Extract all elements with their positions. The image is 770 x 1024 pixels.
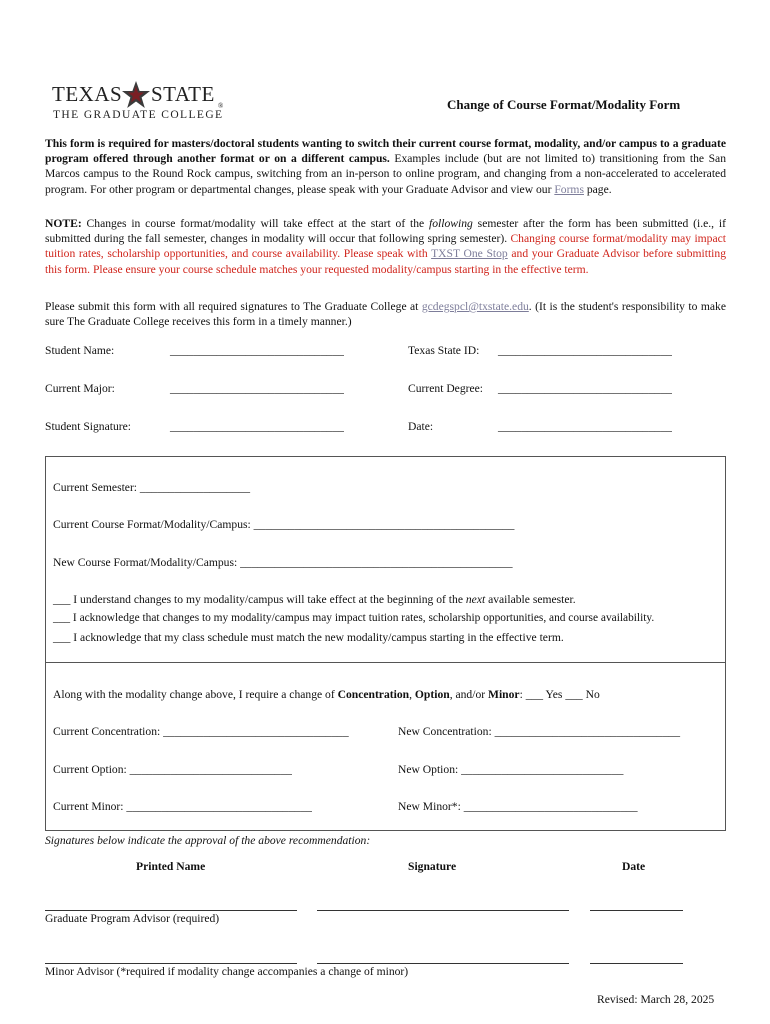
- current-semester-field[interactable]: Current Semester: ___________________: [53, 481, 251, 494]
- note-text-2: semester after the form has been submitted (i.e., if submitted during the fall semester, changes in modality will occur that following spring semester).: [45, 217, 726, 246]
- student-signature-blank[interactable]: ______________________________: [170, 420, 344, 433]
- concentration-change-question[interactable]: [53, 688, 600, 701]
- logo-subtitle: THE GRADUATE COLLEGE: [53, 109, 224, 121]
- texas-state-id-blank[interactable]: ______________________________: [498, 344, 672, 357]
- minor-advisor-signature-line[interactable]: [317, 963, 569, 964]
- q-comma: ,: [409, 688, 415, 701]
- new-format-field[interactable]: New Course Format/Modality/Campus: _______________________________________________: [53, 556, 513, 569]
- current-major-label: Current Major:: [45, 382, 115, 395]
- intro-paragraph: [45, 136, 726, 197]
- ack1-text-a: ___ I understand changes to my modality/campus will take effect at the beginning of the: [53, 593, 466, 606]
- registered-mark: ®: [218, 102, 224, 110]
- minor-advisor-date-line[interactable]: [590, 963, 683, 964]
- q-minor: Minor: [488, 688, 520, 701]
- texas-state-logo: [52, 82, 232, 124]
- intro-text: Examples include (but are not limited to) transitioning from the San Marcos campus to the Round Rock campus, switching from an in-person to online program, and changing from a non-accelerated to accelerated program. For other program or departmental changes, please speak with your Graduate Advisor and view our: [45, 152, 726, 196]
- current-degree-blank[interactable]: ______________________________: [498, 382, 672, 395]
- submit-paragraph: [45, 299, 726, 329]
- minor-advisor-label: Minor Advisor (*required if modality change accompanies a change of minor): [45, 965, 409, 978]
- current-major-blank[interactable]: ______________________________: [170, 382, 344, 395]
- date-label: Date:: [408, 420, 434, 433]
- acknowledgement-tuition[interactable]: ___ I acknowledge that changes to my modality/campus may impact tuition rates, scholarship opportunities, and course availability.: [53, 612, 655, 624]
- advisor-label: Graduate Program Advisor (required): [45, 912, 220, 925]
- intro-end: page.: [583, 182, 612, 196]
- acknowledgement-schedule[interactable]: ___ I acknowledge that my class schedule must match the new modality/campus starting in the effective term.: [53, 631, 564, 644]
- forms-link[interactable]: Forms: [554, 182, 584, 196]
- new-option-field[interactable]: New Option: ____________________________: [398, 763, 624, 776]
- signature-header: Signature: [408, 860, 457, 873]
- ack1-text-b: available semester.: [485, 593, 576, 606]
- submit-text-2: . (It is the student's responsibility to make sure The Graduate College receives this form in a timely manner.): [45, 300, 726, 329]
- submit-text-1: Please submit this form with all required signatures to The Graduate College at: [45, 300, 422, 313]
- current-concentration-field[interactable]: Current Concentration: ________________________________: [53, 725, 349, 738]
- note-italic: following: [429, 217, 473, 230]
- q-text-a: Along with the modality change above, I require a change of: [53, 688, 338, 701]
- current-format-field[interactable]: Current Course Format/Modality/Campus: _____________________________________________: [53, 518, 515, 531]
- txst-one-stop-link[interactable]: TXST One Stop: [431, 247, 508, 261]
- advisor-printed-name-line[interactable]: [45, 910, 297, 911]
- note-text-1: Changes in course format/modality will take effect at the start of the: [81, 217, 430, 230]
- new-minor-field[interactable]: New Minor*: ______________________________: [398, 800, 638, 813]
- current-minor-field[interactable]: Current Minor: ________________________________: [53, 800, 312, 813]
- current-degree-label: Current Degree:: [408, 382, 484, 395]
- signatures-note: Signatures below indicate the approval of the above recommendation:: [45, 834, 371, 847]
- advisor-signature-line[interactable]: [317, 910, 569, 911]
- current-option-field[interactable]: Current Option: ____________________________: [53, 763, 292, 776]
- q-option: Option: [414, 688, 450, 701]
- student-signature-label: Student Signature:: [45, 420, 131, 433]
- advisor-date-line[interactable]: [590, 910, 683, 911]
- date-blank[interactable]: ______________________________: [498, 420, 672, 433]
- form-title: Change of Course Format/Modality Form: [447, 97, 681, 112]
- new-concentration-field[interactable]: New Concentration: ________________________________: [398, 725, 681, 738]
- q-end: : ___ Yes ___ No: [519, 688, 600, 701]
- minor-advisor-printed-name-line[interactable]: [45, 963, 297, 964]
- intro-bold-text: This form is required for masters/doctoral students wanting to switch their current course format, modality, and/or campus to a graduate program offered through another format or on a different campus.: [45, 137, 726, 166]
- revised-date: Revised: March 28, 2025: [597, 993, 715, 1006]
- note-label: NOTE:: [45, 217, 82, 230]
- box-divider: [45, 662, 726, 663]
- email-link[interactable]: gcdegspcl@txstate.edu: [421, 300, 529, 313]
- note-warning-2: and your Graduate Advisor before submitting this form. Please ensure your course schedule matches your requested modality/campus starting in the effective term.: [45, 247, 726, 276]
- texas-state-id-label: Texas State ID:: [408, 344, 480, 357]
- q-concentration: Concentration: [337, 688, 410, 701]
- acknowledgement-effective[interactable]: [53, 593, 576, 606]
- q-andor: , and/or: [449, 688, 489, 701]
- logo-word-state: STATE: [151, 82, 215, 106]
- ack1-italic: next: [465, 593, 486, 606]
- logo-word-texas: TEXAS: [52, 82, 123, 106]
- date-header: Date: [622, 860, 646, 873]
- student-name-blank[interactable]: ______________________________: [170, 344, 344, 357]
- note-paragraph: [45, 216, 726, 277]
- star-icon: [121, 80, 151, 110]
- student-name-label: Student Name:: [45, 344, 115, 357]
- note-warning-1: Changing course format/modality may impact tuition rates, scholarship opportunities, and course availability. Please speak with: [45, 232, 726, 261]
- printed-name-header: Printed Name: [136, 860, 206, 873]
